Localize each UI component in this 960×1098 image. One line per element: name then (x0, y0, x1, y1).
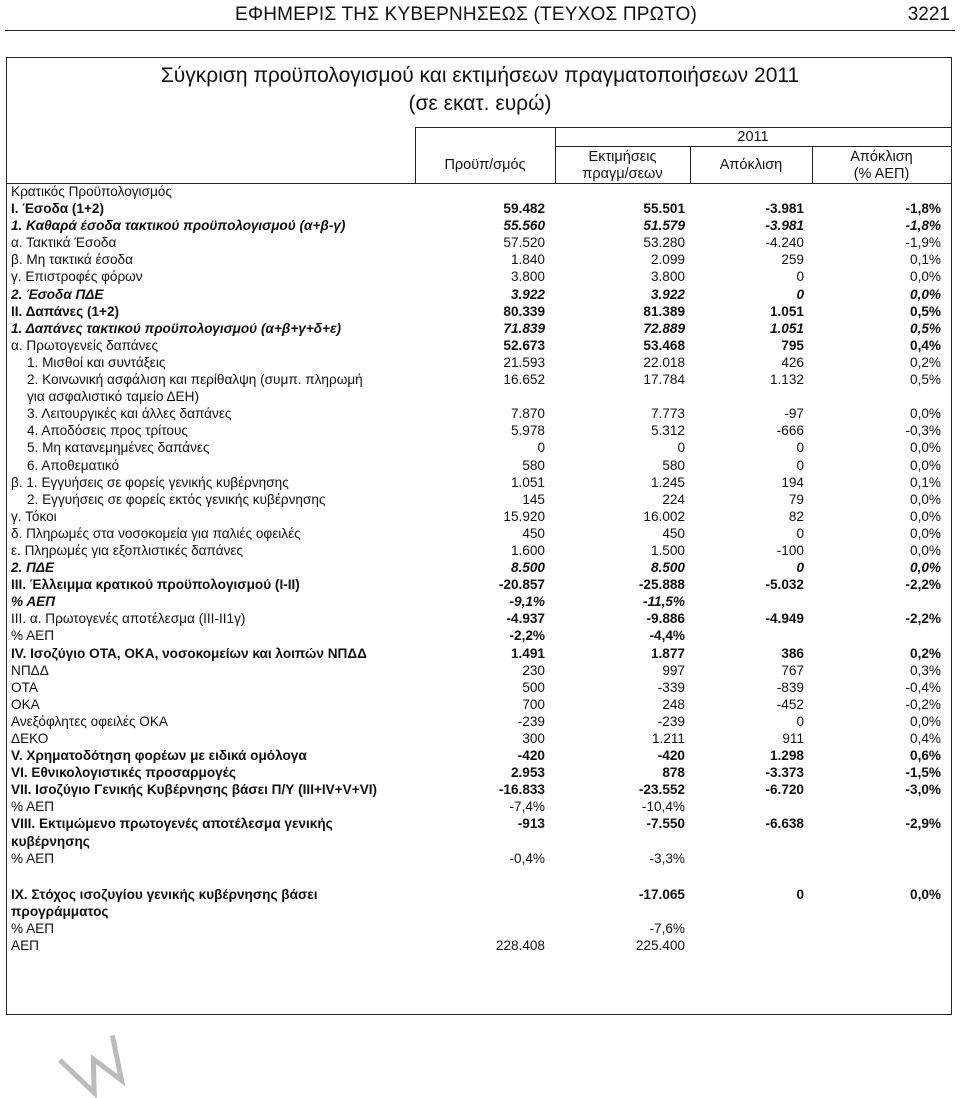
table-row (11, 627, 951, 644)
row-label: 1. Καθαρά έσοδα τακτικού προϋπολογισμού (α+β-γ) (11, 218, 346, 234)
deviation-gdp-cell: 0,4% (910, 731, 941, 746)
budget-cell: 52.673 (503, 337, 545, 353)
budget-cell: -2,2% (509, 628, 545, 644)
deviation-cell: 1.051 (769, 320, 804, 336)
budget-table-body (11, 183, 951, 954)
row-label: 1. Δαπάνες τακτικού προϋπολογισμού (α+β+γ+δ+ε) (11, 320, 342, 336)
deviation-gdp-cell: -0,2% (905, 696, 941, 712)
budget-cell: 580 (522, 457, 545, 473)
row-label: VΙΙΙ. Εκτιμώμενο πρωτογενές αποτέλεσμα γενικής κυβέρνησης (11, 816, 333, 849)
deviation-gdp-cell: -0,4% (905, 679, 941, 695)
deviation-cell: 795 (781, 337, 804, 353)
budget-cell: 55.560 (503, 218, 545, 234)
row-label: ΟΚΑ (11, 696, 40, 712)
table-row (11, 217, 951, 234)
deviation-cell: -666 (776, 423, 804, 439)
budget-cell: 16.652 (503, 372, 545, 388)
table-row (11, 867, 951, 886)
page-number: 3221 (907, 4, 950, 25)
deviation-cell: 0 (796, 886, 804, 902)
row-label: ΟΤΑ (11, 679, 38, 695)
estimate-cell: -25.888 (638, 577, 685, 593)
table-row (11, 491, 951, 508)
budget-cell: 700 (522, 696, 545, 712)
deviation-gdp-cell: 0,0% (910, 440, 941, 456)
table-row (11, 474, 951, 491)
deviation-cell: 1.051 (769, 303, 804, 319)
estimate-cell: 3.800 (650, 269, 685, 285)
deviation-gdp-cell: -2,2% (905, 611, 941, 627)
deviation-gdp-cell: 0,0% (910, 269, 941, 285)
estimate-cell: 72.889 (643, 320, 685, 336)
budget-cell: 3.800 (510, 269, 545, 285)
table-row (11, 251, 951, 268)
estimate-cell: 450 (662, 525, 685, 541)
table-row (11, 798, 951, 815)
table-row (11, 920, 951, 937)
estimate-cell: 81.389 (643, 303, 685, 319)
table-row (11, 422, 951, 439)
row-label: δ. Πληρωμές στα νοσοκομεία για παλιές οφειλές (11, 525, 301, 541)
row-label: % ΑΕΠ (11, 594, 56, 610)
budget-cell: 1.840 (510, 252, 545, 268)
deviation-gdp-cell: 0,6% (910, 748, 941, 764)
deviation-cell: 194 (781, 474, 804, 490)
deviation-gdp-cell: 0,4% (910, 337, 941, 353)
table-row (11, 781, 951, 798)
row-label: 2. Κοινωνική ασφάλιση και περίθαλψη (συμπ. πληρωμή για ασφαλιστικό ταμείο ΔΕΗ) (27, 372, 363, 405)
deviation-gdp-cell: 0,5% (910, 320, 941, 336)
row-label: ΑΕΠ (11, 938, 39, 954)
deviation-gdp-cell: 0,1% (910, 252, 941, 268)
row-label: 3. Λειτουργικές και άλλες δαπάνες (27, 406, 232, 422)
budget-cell: 15.920 (503, 508, 545, 524)
deviation-cell: 0 (796, 457, 804, 473)
estimate-cell: -11,5% (642, 594, 685, 610)
budget-cell: 0 (537, 440, 545, 456)
row-label: Ανεξόφλητες οφειλές ΟΚΑ (11, 713, 168, 729)
deviation-cell: -5.032 (765, 577, 804, 593)
budget-cell: -420 (517, 748, 545, 764)
row-label: % ΑΕΠ (11, 920, 55, 936)
table-row (11, 200, 951, 217)
row-label: % ΑΕΠ (11, 799, 55, 815)
deviation-gdp-cell: -1,5% (905, 765, 941, 781)
table-row (11, 886, 951, 920)
row-label: γ. Επιστροφές φόρων (11, 269, 143, 285)
deviation-gdp-column-header-line1: Απόκλιση (850, 149, 913, 165)
row-label: VΙΙ. Ισοζύγιο Γενικής Κυβέρνησης βάσει Π/Υ (ΙΙΙ+ΙV+V+VΙ) (11, 782, 378, 798)
deviation-gdp-cell: 0,0% (910, 457, 941, 473)
row-label: 5. Μη κατανεμημένες δαπάνες (27, 440, 210, 456)
table-row (11, 337, 951, 354)
deviation-gdp-cell: 0,0% (910, 560, 941, 576)
deviation-gdp-cell: -2,2% (905, 577, 941, 593)
deviation-cell: 82 (788, 508, 804, 524)
budget-cell: -913 (517, 816, 545, 832)
budget-column-header: Προϋπ/σμός (444, 157, 526, 173)
table-row (11, 234, 951, 251)
estimate-cell: 1.245 (650, 474, 685, 490)
deviation-gdp-cell: 0,0% (910, 406, 941, 422)
row-label: % ΑΕΠ (11, 850, 55, 866)
budget-cell: 5.978 (510, 423, 545, 439)
deviation-cell: 0 (796, 525, 804, 541)
table-row (11, 576, 951, 593)
estimate-cell: -420 (657, 748, 685, 764)
budget-cell: 8.500 (510, 560, 545, 576)
row-label: ΙΙΙ. Έλλειμμα κρατικού προϋπολογισμού (Ι-ΙΙ) (11, 577, 300, 593)
row-label: 1. Μισθοί και συντάξεις (27, 354, 166, 370)
deviation-cell: 0 (796, 269, 804, 285)
estimate-column-header-line1: Εκτιμήσεις (588, 149, 657, 165)
header-top-rule (415, 127, 951, 128)
deviation-gdp-cell: 0,5% (910, 303, 941, 319)
table-row (11, 457, 951, 474)
row-label: ΙV. Ισοζύγιο ΟΤΑ, ΟΚΑ, νοσοκομείων και λοιπών ΝΠΔΔ (11, 645, 367, 661)
budget-cell: 450 (522, 525, 545, 541)
budget-cell: -239 (517, 713, 545, 729)
estimate-cell: 580 (662, 457, 685, 473)
estimate-cell: 2.099 (650, 252, 685, 268)
table-row (11, 559, 951, 576)
deviation-gdp-cell: 0,0% (910, 491, 941, 507)
table-row (11, 525, 951, 542)
budget-cell: 7.870 (510, 406, 545, 422)
row-label: ΔΕΚΟ (11, 731, 49, 746)
deviation-cell: 911 (782, 731, 804, 746)
row-label: VΙ. Εθνικολογιστικές προσαρμογές (11, 765, 236, 781)
estimate-cell: 3.922 (650, 286, 685, 302)
budget-cell: -20.857 (498, 577, 545, 593)
deviation-cell: -4.240 (765, 235, 804, 251)
deviation-cell: 259 (781, 252, 804, 268)
table-row (11, 937, 951, 954)
row-label: 2. Εγγυήσεις σε φορείς εκτός γενικής κυβέρνησης (27, 491, 326, 507)
row-label: ΝΠΔΔ (11, 662, 49, 678)
deviation-gdp-cell: -0,3% (905, 423, 941, 439)
budget-cell: 228.408 (495, 938, 545, 954)
estimate-cell: 878 (662, 765, 685, 781)
table-row (11, 371, 951, 405)
deviation-cell: 426 (781, 354, 804, 370)
deviation-gdp-cell: 0,1% (910, 474, 941, 490)
estimate-cell: 225.400 (635, 938, 685, 954)
table-row (11, 593, 951, 610)
deviation-cell: -3.981 (765, 218, 804, 234)
table-row (11, 850, 951, 867)
deviation-cell: -839 (776, 679, 804, 695)
budget-cell: 2.953 (510, 765, 545, 781)
table-row (11, 764, 951, 781)
row-label: Ι. Έσοδα (1+2) (11, 201, 105, 217)
deviation-gdp-cell: 0,0% (910, 713, 941, 729)
row-label: 2. Έσοδα ΠΔΕ (11, 286, 104, 302)
deviation-cell: 386 (781, 645, 804, 661)
row-label: β. Μη τακτικά έσοδα (11, 252, 133, 268)
budget-cell: 1.051 (510, 474, 545, 490)
deviation-gdp-cell: -2,9% (905, 816, 941, 832)
table-row (11, 662, 951, 679)
row-label: α. Τακτικά Έσοδα (11, 235, 117, 251)
deviation-gdp-cell: 0,3% (910, 662, 941, 678)
deviation-cell: 1.132 (769, 372, 804, 388)
deviation-cell: -6.638 (765, 816, 804, 832)
table-row (11, 320, 951, 337)
estimate-cell: -339 (657, 679, 685, 695)
estimate-cell: 16.002 (643, 508, 685, 524)
table-row (11, 354, 951, 371)
estimate-cell: 224 (662, 491, 685, 507)
deviation-cell: 0 (796, 713, 804, 729)
row-label: γ. Τόκοι (11, 508, 57, 524)
budget-cell: 300 (522, 731, 545, 746)
estimate-cell: 248 (662, 696, 685, 712)
deviation-cell: 0 (796, 440, 804, 456)
deviation-gdp-cell: 0,0% (910, 542, 941, 558)
estimate-cell: 22.018 (643, 354, 685, 370)
estimate-cell: -23.552 (638, 782, 685, 798)
deviation-gdp-cell: -3,0% (905, 782, 941, 798)
journal-title: ΕΦΗΜΕΡΙΣ ΤΗΣ ΚΥΒΕΡΝΗΣΕΩΣ (ΤΕΥΧΟΣ ΠΡΩΤΟ) (235, 4, 698, 25)
budget-cell: -4.937 (506, 611, 545, 627)
row-label: ΙΙΙ. α. Πρωτογενές αποτέλεσμα (ΙΙΙ-ΙΙ1γ) (11, 611, 246, 627)
budget-cell: 145 (522, 491, 545, 507)
year-header: 2011 (737, 129, 769, 145)
deviation-cell: 1.298 (769, 748, 804, 764)
budget-cell: 59.482 (503, 201, 545, 217)
table-row (11, 303, 951, 320)
deviation-gdp-cell: 0,5% (910, 372, 941, 388)
budget-cell: 71.839 (503, 320, 545, 336)
deviation-cell: -97 (784, 406, 804, 422)
estimate-cell: 1.500 (650, 542, 685, 558)
deviation-gdp-column-header-line2: (% ΑΕΠ) (853, 166, 910, 182)
row-label: 4. Αποδόσεις προς τρίτους (27, 423, 188, 439)
table-row (11, 610, 951, 627)
deviation-cell: 79 (788, 491, 804, 507)
deviation-gdp-cell: -1,9% (905, 235, 941, 251)
row-label: β. 1. Εγγυήσεις σε φορείς γενικής κυβέρνησης (11, 474, 289, 490)
budget-cell: 1.600 (510, 542, 545, 558)
deviation-cell: 0 (796, 560, 804, 576)
deviation-gdp-cell: 0,0% (910, 508, 941, 524)
row-label: Κρατικός Προϋπολογισμός (11, 184, 172, 199)
budget-cell: 1.491 (510, 645, 545, 661)
estimate-cell: 17.784 (643, 372, 685, 388)
budget-cell: 21.593 (503, 354, 545, 370)
deviation-cell: 767 (781, 662, 804, 678)
estimate-cell: -4,4% (649, 628, 685, 644)
table-subtitle: (σε εκατ. ευρώ) (408, 92, 552, 115)
estimate-cell: 53.280 (643, 235, 685, 251)
stamp-mark-icon (58, 1018, 178, 1098)
deviation-cell: -3.373 (765, 765, 804, 781)
budget-cell: 57.520 (503, 235, 545, 251)
row-label: 2. ΠΔΕ (11, 560, 55, 576)
estimate-cell: -7,6% (649, 920, 685, 936)
row-label: ΙΧ. Στόχος ισοζυγίου γενικής κυβέρνησης βάσει προγράμματος (11, 886, 318, 919)
budget-cell: 500 (522, 679, 545, 695)
estimate-cell: -3,3% (649, 850, 685, 866)
table-row (11, 713, 951, 730)
row-label: α. Πρωτογενείς δαπάνες (11, 337, 159, 353)
deviation-cell: -100 (776, 542, 804, 558)
estimate-cell: -10,4% (641, 799, 685, 815)
deviation-gdp-cell: 0,2% (910, 645, 941, 661)
table-row (11, 815, 951, 849)
table-row (11, 268, 951, 285)
deviation-column-header: Απόκλιση (719, 157, 783, 173)
deviation-gdp-cell: -1,8% (905, 201, 941, 217)
estimate-cell: 1.877 (650, 645, 685, 661)
budget-cell: -9,1% (509, 594, 545, 610)
budget-cell: 230 (522, 662, 545, 678)
budget-cell: 80.339 (503, 303, 545, 319)
estimate-cell: 51.579 (643, 218, 685, 234)
deviation-cell: -6.720 (765, 782, 804, 798)
table-row (11, 508, 951, 525)
deviation-gdp-cell: 0,0% (910, 286, 941, 302)
table-row (11, 696, 951, 713)
estimate-cell: 5.312 (650, 423, 685, 439)
page-header (0, 0, 960, 28)
estimate-cell: 1.211 (651, 731, 685, 746)
row-label: ΙΙ. Δαπάνες (1+2) (11, 303, 120, 319)
table-row (11, 542, 951, 559)
table-row (11, 747, 951, 764)
deviation-cell: -4.949 (765, 611, 804, 627)
table-title: Σύγκριση προϋπολογισμού και εκτιμήσεων πραγματοποιήσεων 2011 (160, 64, 800, 87)
table-row (11, 439, 951, 456)
estimate-cell: 55.501 (643, 201, 685, 217)
table-row (11, 286, 951, 303)
estimate-column-header-line2: πραγμ/σεων (582, 166, 663, 182)
table-row (11, 679, 951, 696)
table-row (11, 730, 951, 747)
header-rule (5, 30, 955, 31)
deviation-cell: 0 (796, 286, 804, 302)
estimate-cell: -7.550 (646, 816, 685, 832)
estimate-cell: -239 (657, 713, 685, 729)
estimate-cell: -9.886 (646, 611, 685, 627)
budget-cell: -7,4% (509, 799, 545, 815)
estimate-cell: 7.773 (650, 406, 685, 422)
estimate-cell: 997 (662, 662, 685, 678)
row-label: ε. Πληρωμές για εξοπλιστικές δαπάνες (11, 542, 243, 558)
deviation-gdp-cell: 0,0% (910, 886, 941, 902)
estimate-cell: 53.468 (643, 337, 685, 353)
table-row (11, 183, 951, 200)
estimate-cell: 0 (677, 440, 685, 456)
table-row (11, 405, 951, 422)
year-rule (555, 146, 951, 147)
budget-cell: -0,4% (509, 850, 545, 866)
estimate-cell: -17.065 (638, 886, 685, 902)
deviation-cell: -3.981 (765, 201, 804, 217)
table-row (11, 645, 951, 662)
deviation-gdp-cell: 0,2% (910, 354, 941, 370)
deviation-cell: -452 (776, 696, 804, 712)
row-label: % ΑΕΠ (11, 628, 55, 644)
budget-cell: 3.922 (510, 286, 545, 302)
deviation-gdp-cell: 0,0% (910, 525, 941, 541)
deviation-gdp-cell: -1,8% (905, 218, 941, 234)
estimate-cell: 8.500 (650, 560, 685, 576)
row-label: V. Χρηματοδότηση φορέων με ειδικά ομόλογα (11, 748, 307, 764)
budget-cell: -16.833 (498, 782, 545, 798)
header-divider-1 (415, 127, 416, 183)
row-label: 6. Αποθεματικό (27, 457, 120, 473)
